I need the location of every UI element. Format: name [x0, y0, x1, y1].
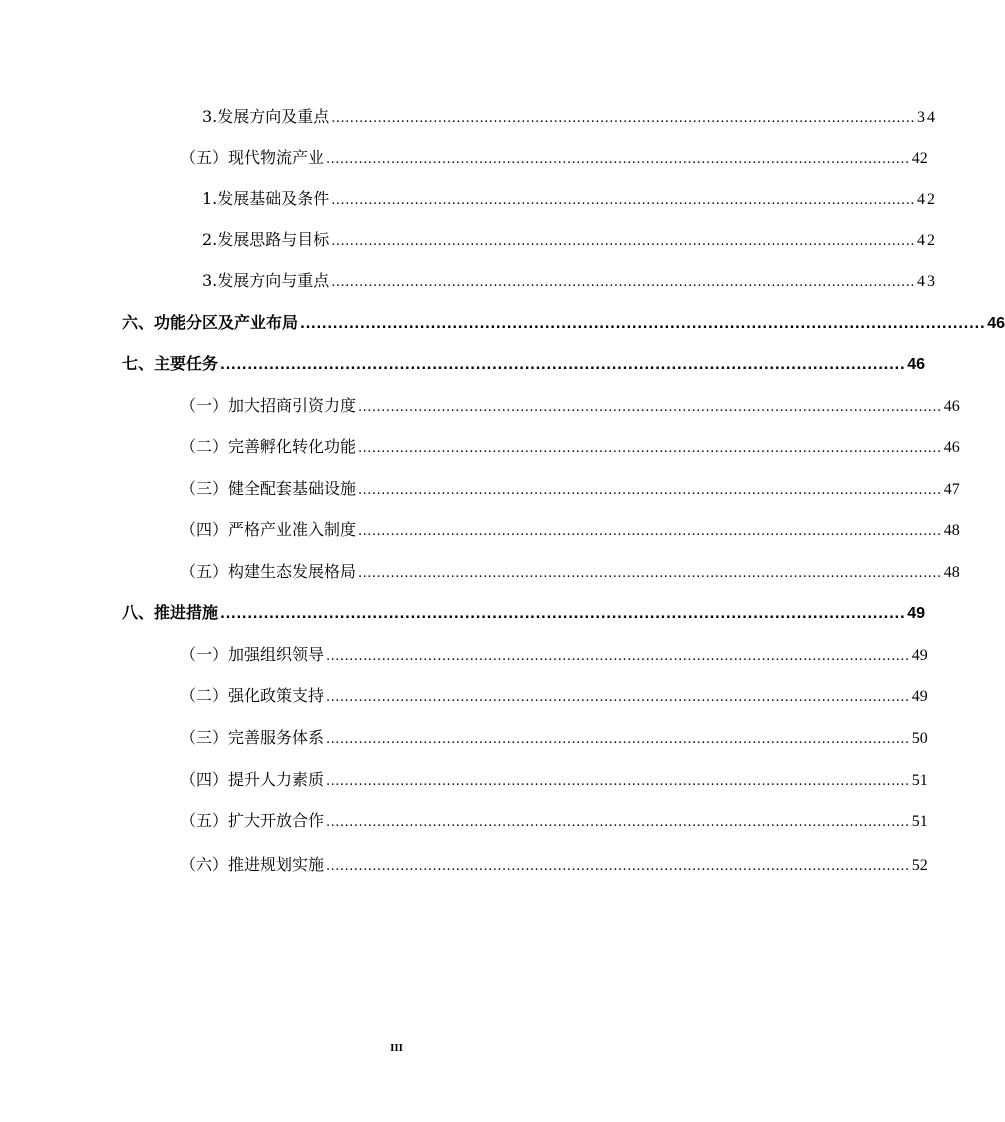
- toc-entry[interactable]: [180, 684, 928, 708]
- toc-entry-page: 43: [916, 273, 937, 290]
- toc-dot-leader: ..............................................................................................................................: [326, 774, 910, 789]
- toc-entry-title: 2.发展思路与目标: [202, 230, 330, 249]
- toc-entry-page: 48: [943, 564, 960, 581]
- toc-entry-page: 51: [911, 772, 928, 789]
- toc-entry-title: （二）强化政策支持: [180, 686, 325, 705]
- toc-dot-leader: ..............................................................................................................................: [326, 649, 910, 664]
- toc-entry-title: （一）加大招商引资力度: [180, 396, 357, 415]
- toc-entry-title: （三）健全配套基础设施: [180, 479, 357, 498]
- toc-entry-page: 42: [911, 150, 928, 167]
- toc-entry-page: 51: [911, 813, 928, 830]
- toc-entry-title: （四）严格产业准入制度: [180, 520, 357, 539]
- toc-entry[interactable]: [202, 187, 937, 211]
- toc-entry-title: （五）现代物流产业: [180, 148, 325, 167]
- toc-entry-title: （二）完善孵化转化功能: [180, 437, 357, 456]
- toc-entry[interactable]: [122, 352, 926, 376]
- toc-dot-leader: ..............................................................................................................................: [358, 566, 942, 581]
- toc-entry-page: 47: [943, 481, 960, 498]
- toc-entry[interactable]: [180, 643, 928, 667]
- toc-dot-leader: ..............................................................................................................................: [331, 193, 915, 208]
- toc-dot-leader: ..............................................................................................................................: [358, 400, 942, 415]
- toc-dot-leader: ..............................................................................................................................: [358, 524, 942, 539]
- toc-entry-title: 六、功能分区及产业布局: [122, 313, 299, 332]
- toc-entry[interactable]: [202, 105, 937, 129]
- toc-entry[interactable]: [202, 228, 937, 252]
- toc-entry-page: 46: [943, 439, 960, 456]
- toc-entry[interactable]: [122, 601, 926, 625]
- toc-entry-title: 八、推进措施: [122, 603, 219, 622]
- toc-dot-leader: ..............................................................................................................................: [220, 607, 906, 622]
- toc-entry-page: 42: [916, 191, 937, 208]
- toc-entry-page: 34: [916, 109, 937, 126]
- toc-entry[interactable]: [180, 477, 960, 501]
- toc-entry-title: 3.发展方向及重点: [202, 107, 330, 126]
- toc-entry[interactable]: [202, 269, 937, 293]
- toc-entry-page: 49: [911, 688, 928, 705]
- toc-entry[interactable]: [180, 394, 960, 418]
- toc-entry-title: 1.发展基础及条件: [202, 189, 330, 208]
- toc-entry[interactable]: [180, 853, 928, 877]
- toc-entry-page: 48: [943, 522, 960, 539]
- toc-entry-title: 七、主要任务: [122, 354, 219, 373]
- toc-entry-title: （三）完善服务体系: [180, 728, 325, 747]
- toc-entry[interactable]: [122, 311, 1005, 335]
- toc-entry[interactable]: [180, 146, 928, 170]
- toc-dot-leader: ..............................................................................................................................: [331, 111, 915, 126]
- toc-entry-title: （一）加强组织领导: [180, 645, 325, 664]
- toc-entry-page: 46: [943, 398, 960, 415]
- toc-entry[interactable]: [180, 518, 960, 542]
- toc-dot-leader: ..............................................................................................................................: [358, 441, 942, 456]
- toc-entry-title: 3.发展方向与重点: [202, 271, 330, 290]
- toc-dot-leader: ..............................................................................................................................: [331, 234, 915, 249]
- toc-dot-leader: ..............................................................................................................................: [300, 317, 986, 332]
- toc-entry-page: 46: [907, 356, 926, 373]
- toc-entry[interactable]: [180, 809, 928, 833]
- toc-entry-page: 49: [907, 605, 926, 622]
- toc-dot-leader: ..............................................................................................................................: [326, 815, 910, 830]
- toc-entry-page: 52: [911, 857, 928, 874]
- toc-entry-page: 49: [911, 647, 928, 664]
- toc-entry-title: （五）扩大开放合作: [180, 811, 325, 830]
- toc-entry[interactable]: [180, 726, 928, 750]
- toc-entry-page: 46: [987, 315, 1005, 332]
- toc-dot-leader: ..............................................................................................................................: [326, 152, 910, 167]
- toc-entry-title: （五）构建生态发展格局: [180, 562, 357, 581]
- toc-entry-page: 42: [916, 232, 937, 249]
- toc-dot-leader: ..............................................................................................................................: [220, 358, 906, 373]
- toc-entry[interactable]: [180, 560, 960, 584]
- toc-dot-leader: ..............................................................................................................................: [326, 859, 910, 874]
- toc-dot-leader: ..............................................................................................................................: [326, 732, 910, 747]
- toc-entry[interactable]: [180, 435, 960, 459]
- toc-entry-title: （四）提升人力素质: [180, 770, 325, 789]
- toc-dot-leader: ..............................................................................................................................: [326, 690, 910, 705]
- toc-dot-leader: ..............................................................................................................................: [358, 483, 942, 498]
- toc-entry[interactable]: [180, 768, 928, 792]
- toc-entry-title: （六）推进规划实施: [180, 855, 325, 874]
- page-number: III: [390, 1042, 403, 1054]
- toc-entry-page: 50: [911, 730, 928, 747]
- toc-dot-leader: ..............................................................................................................................: [331, 275, 915, 290]
